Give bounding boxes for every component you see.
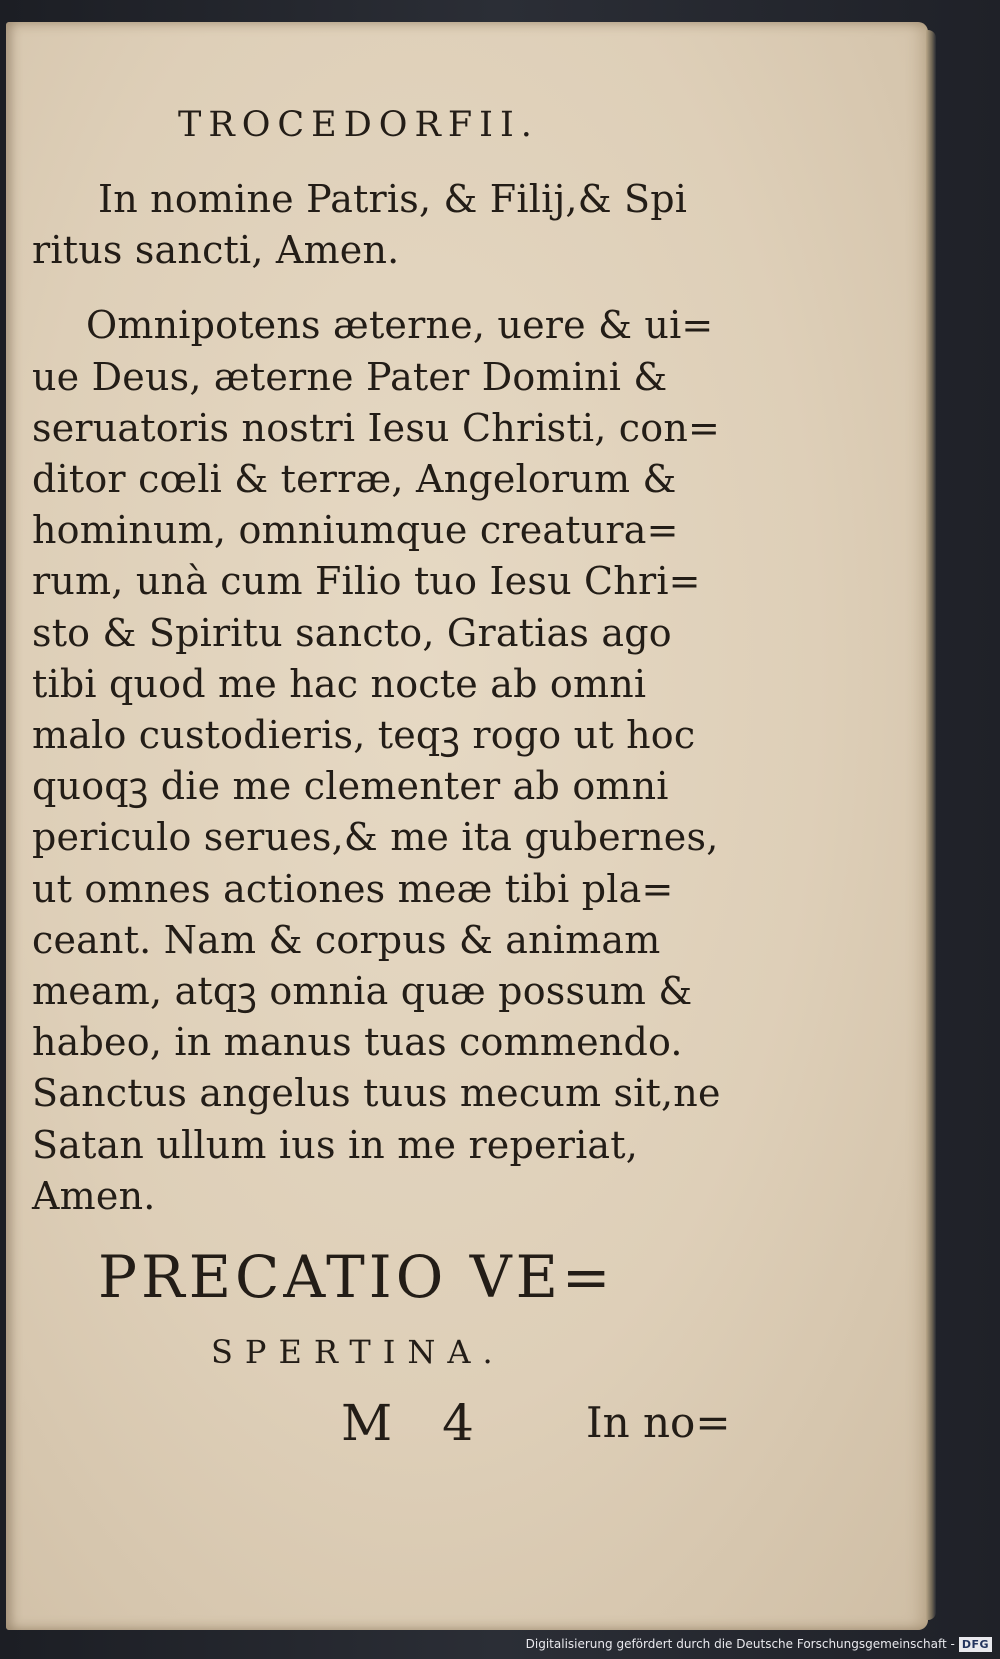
body-line: ditor cœli & terræ, Angelorum & [32,457,677,501]
body-line: Amen. [32,1174,156,1218]
body-line: ut omnes actiones meæ tibi pla= [32,867,674,911]
running-header: TROCEDORFII. [178,105,539,145]
body-line: quoqꝫ die me clementer ab omni [32,764,669,808]
signature-mark: M 4 [341,1394,474,1452]
body-line: Sanctus angelus tuus mecum sit,ne [32,1071,721,1115]
catchword: In no= [586,1398,731,1447]
body-line: ritus sancti, Amen. [32,228,400,272]
body-line: malo custodieris, teqꝫ rogo ut hoc [32,713,696,757]
body-line: ue Deus, æterne Pater Domini & [32,355,668,399]
body-line: Omnipotens æterne, uere & ui= [86,303,714,347]
section-subheading: SPERTINA. [211,1333,505,1371]
body-line: sto & Spiritu sancto, Gratias ago [32,611,672,655]
body-line: Satan ullum ius in me reperiat, [32,1123,639,1167]
dfg-logo: DFG [959,1637,992,1652]
digitization-credit [526,1633,992,1655]
body-line: periculo serues,& me ita gubernes, [32,815,719,859]
body-line: habeo, in manus tuas commendo. [32,1020,683,1064]
body-line: ceant. Nam & corpus & animam [32,918,661,962]
body-line: seruatoris nostri Iesu Christi, con= [32,406,721,450]
body-line: hominum, omniumque creatura= [32,508,679,552]
book-page [6,22,928,1630]
footer-text: Digitalisierung gefördert durch die Deutsche Forschungsgemeinschaft - [525,1637,955,1651]
page-text-block [6,22,928,1630]
body-line: tibi quod me hac nocte ab omni [32,662,647,706]
body-line: In nomine Patris, & Filij,& Spi [98,177,688,221]
body-line: rum, unà cum Filio tuo Iesu Chri= [32,559,701,603]
section-heading: PRECATIO VE= [98,1243,615,1311]
page-edge [926,30,936,1620]
body-line: meam, atqꝫ omnia quæ possum & [32,969,693,1013]
